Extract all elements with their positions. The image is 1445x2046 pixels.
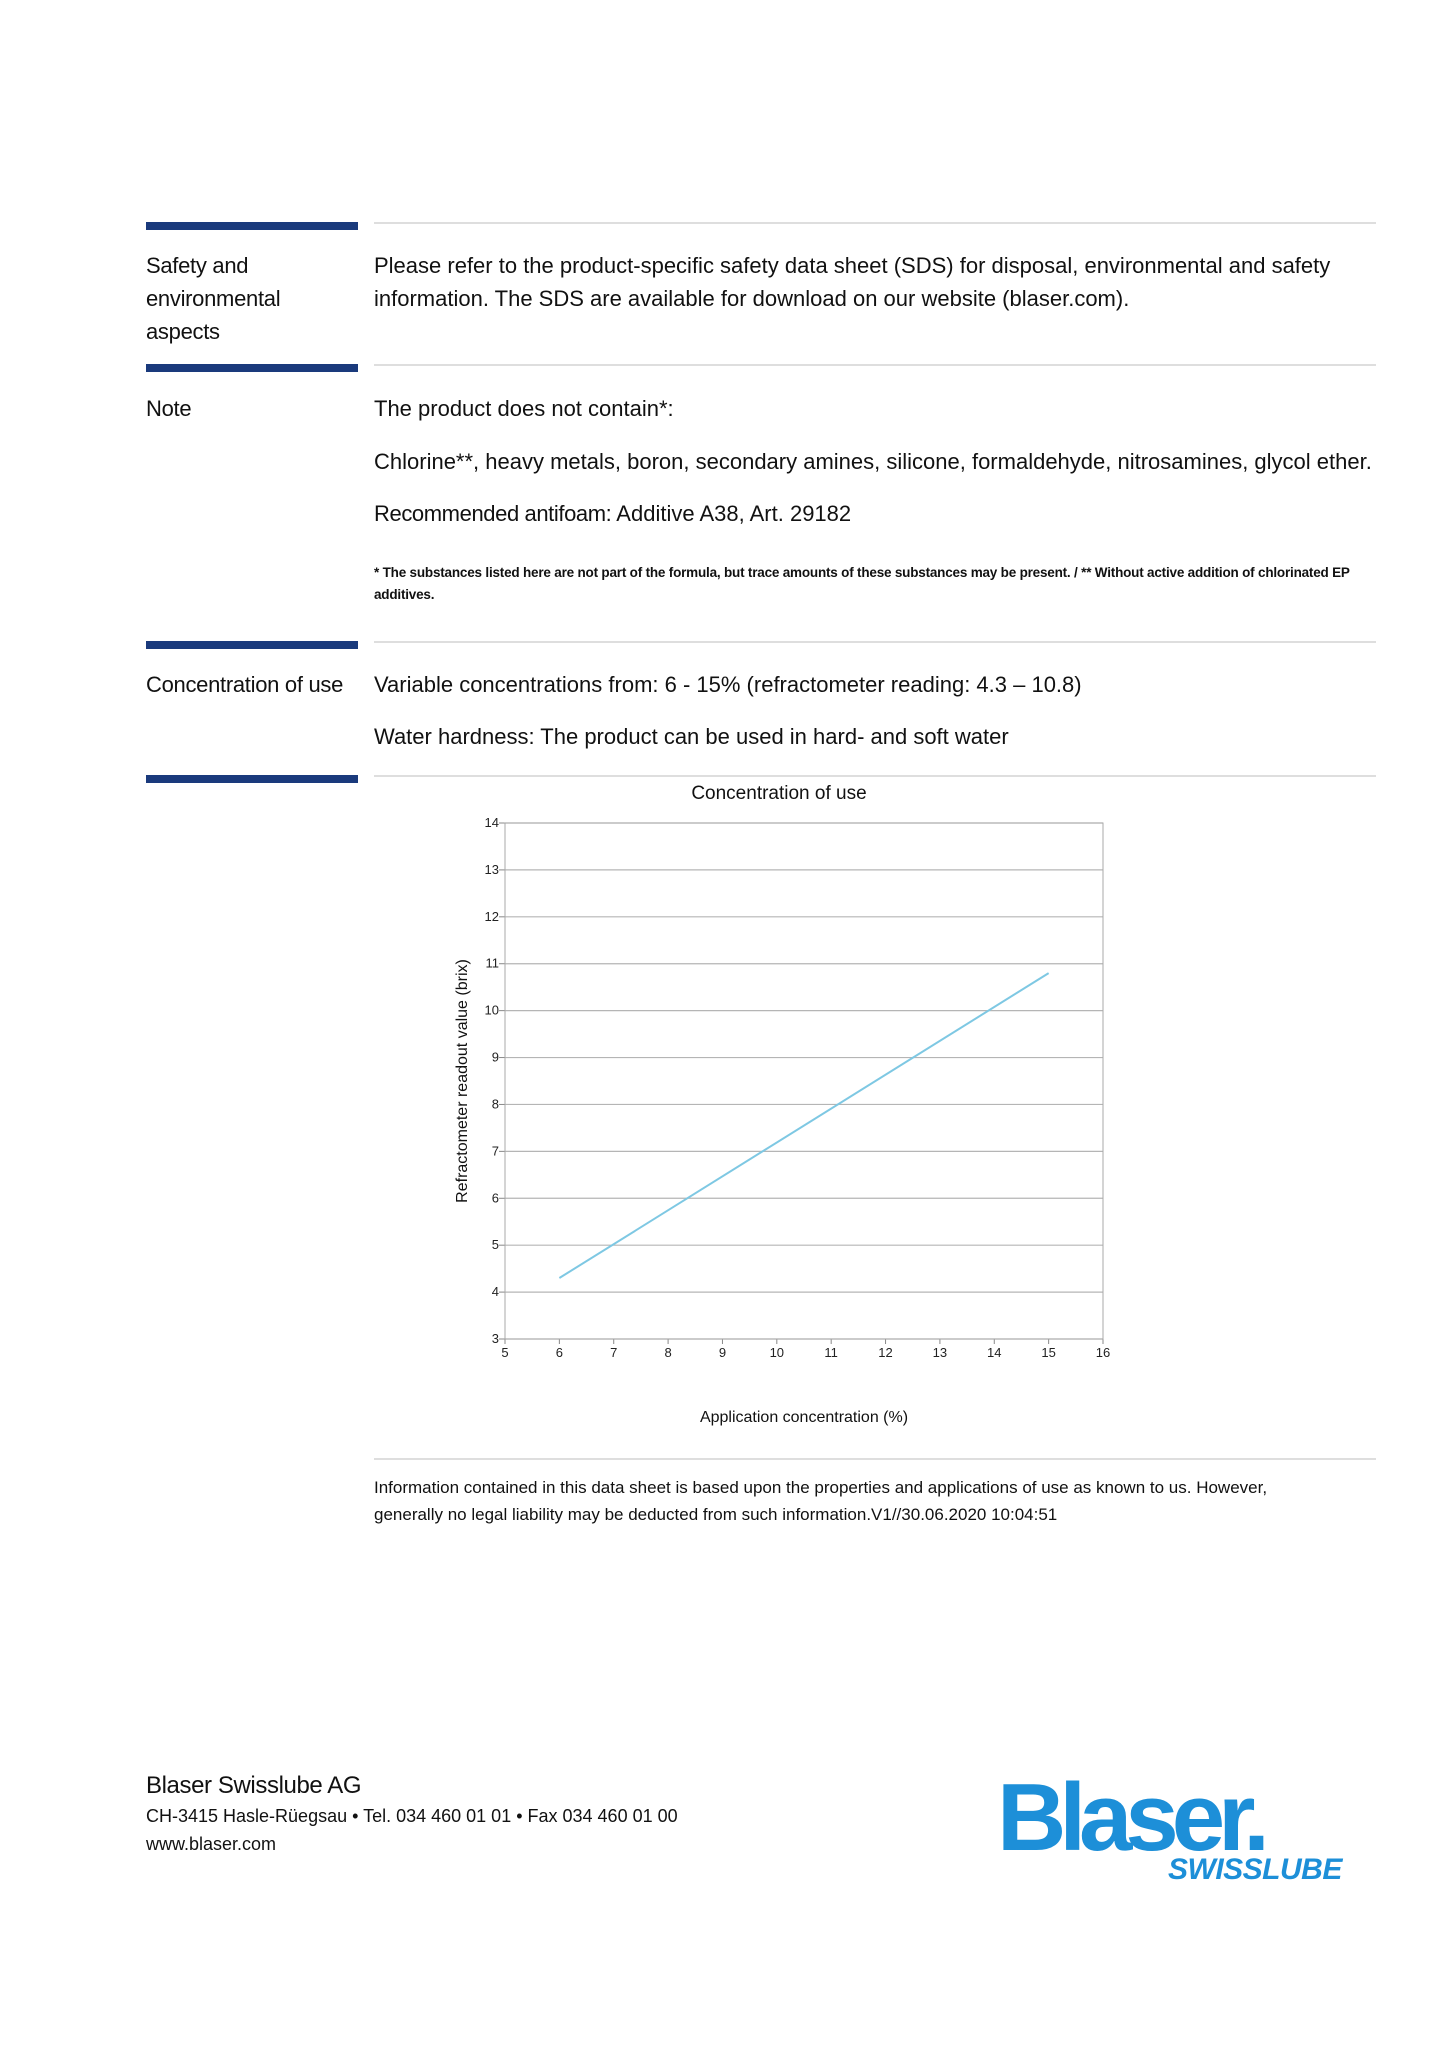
safety-body-line-1: Please refer to the product-specific safety data sheet (SDS) for disposal, environmental and safety [374,253,1331,278]
y-tick-label: 8 [491,1096,499,1112]
y-tick-label: 5 [491,1237,499,1253]
chart-title: Concentration of use [691,783,867,804]
plot-area-frame [505,823,1103,1339]
antifoam-label: Recommended antifoam: [374,501,612,526]
y-axis-label: Refractometer readout value (brix) [454,959,471,1203]
footer-address: CH-3415 Hasle-Rüegsau • Tel. 034 460 01 01 • Fax 034 460 01 00 [146,1806,678,1826]
x-tick-label: 11 [824,1345,838,1360]
label-safety-line-3: aspects [146,319,220,344]
x-tick-label: 14 [987,1345,1002,1360]
y-tick-label: 7 [491,1143,499,1159]
safety-body-line-2: information. The SDS are available for download on our website (blaser.com). [374,286,1130,311]
label-safety-line-1: Safety and [146,253,249,278]
x-tick-label: 16 [1095,1345,1111,1360]
divider-disclaimer [374,1458,1376,1460]
x-axis-label: Application concentration (%) [699,1409,909,1426]
footer-website[interactable]: www.blaser.com [146,1834,277,1854]
y-tick-label: 10 [484,1002,499,1018]
x-tick-label: 15 [1041,1345,1056,1360]
x-tick-label: 7 [610,1345,618,1360]
label-note: Note [146,396,192,421]
note-line-2: Chlorine**, heavy metals, boron, secondary amines, silicone, formaldehyde, nitrosamines, glycol ether. [374,449,1372,474]
x-tick-label: 8 [664,1345,672,1360]
label-concentration: Concentration of use [146,672,344,697]
y-tick-label: 12 [484,908,499,924]
y-tick-label: 9 [491,1049,499,1065]
y-tick-label: 4 [491,1284,499,1300]
disclaimer-line-2: generally no legal liability may be deducted from such information.V1//30.06.2020 10:04:51 [374,1505,1058,1524]
y-tick-label: 3 [491,1331,499,1346]
concentration-line-1: Variable concentrations from: 6 - 15% (refractometer reading: 4.3 – 10.8) [374,672,1082,697]
x-tick-label: 9 [718,1345,727,1360]
series-line [559,973,1048,1278]
note-footnote: * The substances listed here are not part of the formula, but trace amounts of these substances may be present. / ** Without active addition of chlorinated EP additives. [374,565,1350,602]
logo-wordmark: Blaser. [997,1764,1263,1871]
x-tick-label: 12 [878,1345,893,1360]
x-tick-label: 10 [769,1345,785,1360]
y-tick-label: 11 [485,955,499,971]
x-tick-label: 5 [501,1345,509,1360]
y-tick-label: 6 [491,1190,499,1206]
x-tick-label: 6 [555,1345,563,1360]
label-safety-line-2: environmental [146,286,281,311]
logo-subtitle: SWISSLUBE [1168,1853,1342,1886]
note-line-1: The product does not contain*: [374,396,674,421]
footer-company: Blaser Swisslube AG [146,1772,362,1799]
disclaimer-line-1: Information contained in this data sheet is based upon the properties and applications of use as known to us. However, [374,1478,1268,1497]
antifoam-value: Additive A38, Art. 29182 [611,501,852,526]
concentration-line-2: Water hardness: The product can be used in hard- and soft water [374,724,1009,749]
disclaimer [374,1474,1374,1528]
x-tick-label: 13 [932,1345,948,1360]
y-tick-label: 13 [484,861,499,877]
y-tick-label: 14 [484,815,499,830]
